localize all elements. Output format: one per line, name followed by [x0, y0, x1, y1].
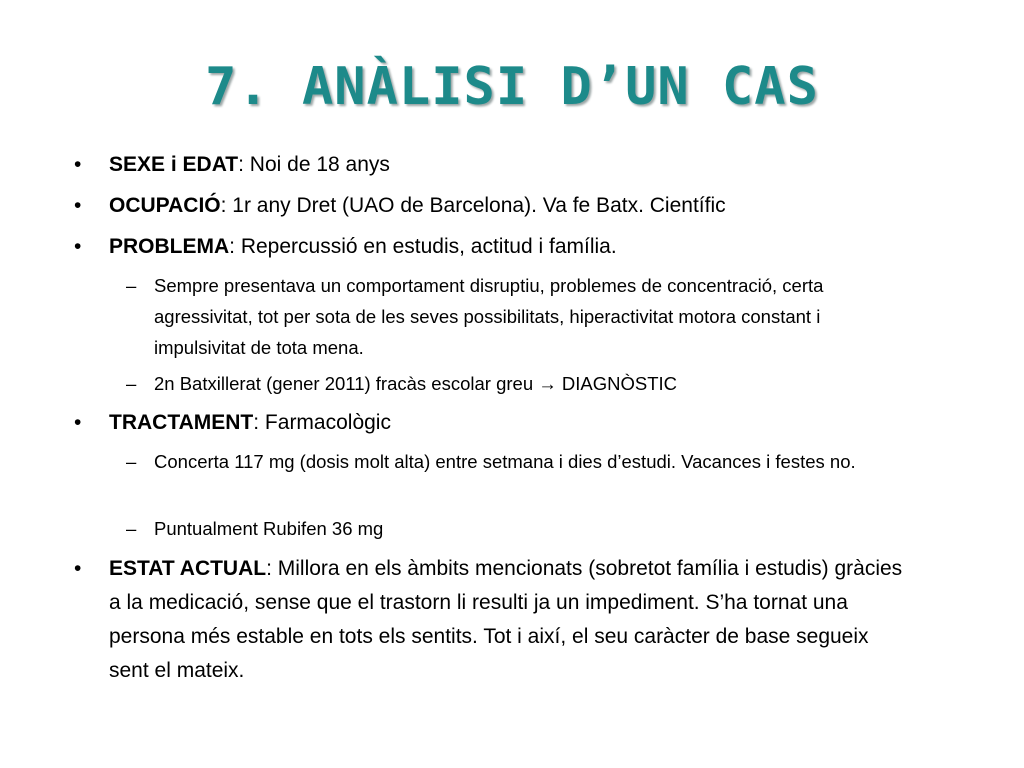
dash-icon: –: [126, 373, 137, 394]
list-item-ocupacio: [109, 189, 929, 223]
dash-icon: –: [126, 275, 137, 296]
item-text: : 1r any Dret (UAO de Barcelona). Va fe Batx. Científic: [220, 194, 726, 217]
dash-icon: –: [126, 451, 137, 472]
bullet-icon: •: [74, 194, 82, 217]
bullet-icon: •: [74, 411, 82, 434]
bullet-icon: •: [74, 557, 82, 580]
list-item-estat-actual: [109, 552, 909, 688]
sub-item-problema-diagnostic: 2n Batxillerat (gener 2011) fracàs escolar greu → DIAGNÒSTIC: [154, 373, 678, 394]
item-text: : Farmacològic: [253, 411, 391, 434]
list-item-problema: [109, 230, 929, 264]
bullet-icon: •: [74, 235, 82, 258]
item-text: : Repercussió en estudis, actitud i família.: [229, 235, 617, 258]
slide-title: 7. ANÀLISI D’UN CAS: [205, 57, 819, 117]
list-item-sexe-edat: [109, 148, 929, 182]
item-label: SEXE i EDAT: [109, 153, 239, 176]
sub-item-tractament-concerta: Concerta 117 mg (dosis molt alta) entre setmana i dies d’estudi. Vacances i festes no.: [154, 451, 856, 472]
item-text: : Noi de 18 anys: [238, 153, 390, 176]
sub-item-problema-description: Sempre presentava un comportament disruptiu, problemes de concentració, certa agressivitat, tot per sota de les seves possibilitats, hiperactivitat motora constant i impulsivitat de tota mena.: [154, 275, 824, 358]
item-text: : Millora en els àmbits mencionats (sobretot família i estudis) gràcies a la medicació, sense que el trastorn li resulti ja un impediment. S’ha tornat una persona més estable en tots els sentits. Tot i així, el seu caràcter de base segueix sent el mateix.: [109, 557, 903, 682]
item-label: OCUPACIÓ: [109, 194, 221, 217]
bullet-icon: •: [74, 153, 82, 176]
sub-item-tractament-rubifen: Puntualment Rubifen 36 mg: [154, 518, 384, 539]
item-label: ESTAT ACTUAL: [109, 557, 267, 580]
list-item-tractament: [109, 406, 929, 440]
dash-icon: –: [126, 518, 137, 539]
item-label: PROBLEMA: [109, 235, 230, 258]
item-label: TRACTAMENT: [109, 411, 254, 434]
